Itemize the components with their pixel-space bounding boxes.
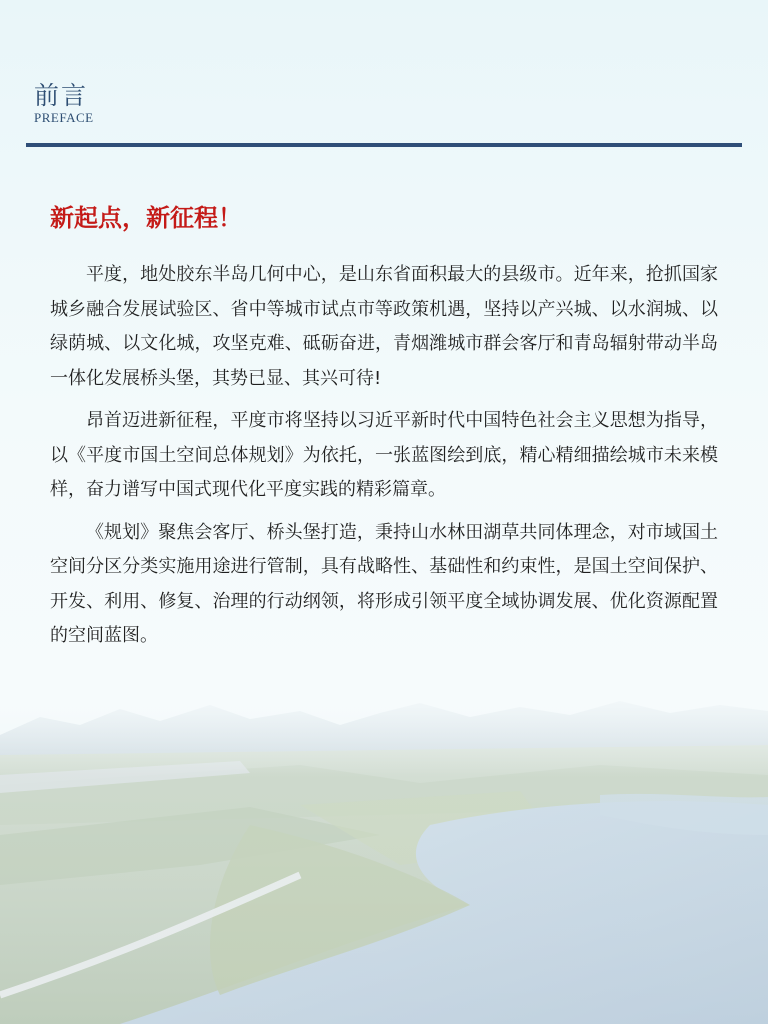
- aerial-landscape-image: [0, 695, 768, 1024]
- paragraph-3: 《规划》聚焦会客厅、桥头堡打造，秉持山水林田湖草共同体理念，对市域国土空间分区分类实施用途进行管制，具有战略性、基础性和约束性，是国土空间保护、开发、利用、修复、治理的行动纲领，将形成引领平度全域协调发展、优化资源配置的空间蓝图。: [50, 521, 718, 646]
- preface-body: [50, 258, 718, 662]
- section-subtitle: PREFACE: [34, 110, 94, 125]
- section-title: 前言: [34, 81, 89, 110]
- header-divider: [26, 143, 742, 147]
- paragraph-2: 昂首迈进新征程，平度市将坚持以习近平新时代中国特色社会主义思想为指导，以《平度市国土空间总体规划》为依托，一张蓝图绘到底，精心精细描绘城市未来模样，奋力谱写中国式现代化平度实践的精彩篇章。: [50, 410, 718, 500]
- paragraph-1: 平度，地处胶东半岛几何中心，是山东省面积最大的县级市。近年来，抢抓国家城乡融合发展试验区、省中等城市试点市等政策机遇，坚持以产兴城、以水润城、以绿荫城、以文化城，攻坚克难、砥砺奋进，青烟潍城市群会客厅和青岛辐射带动半岛一体化发展桥头堡，其势已显、其兴可待!: [50, 264, 718, 389]
- headline: 新起点，新征程！: [50, 203, 242, 232]
